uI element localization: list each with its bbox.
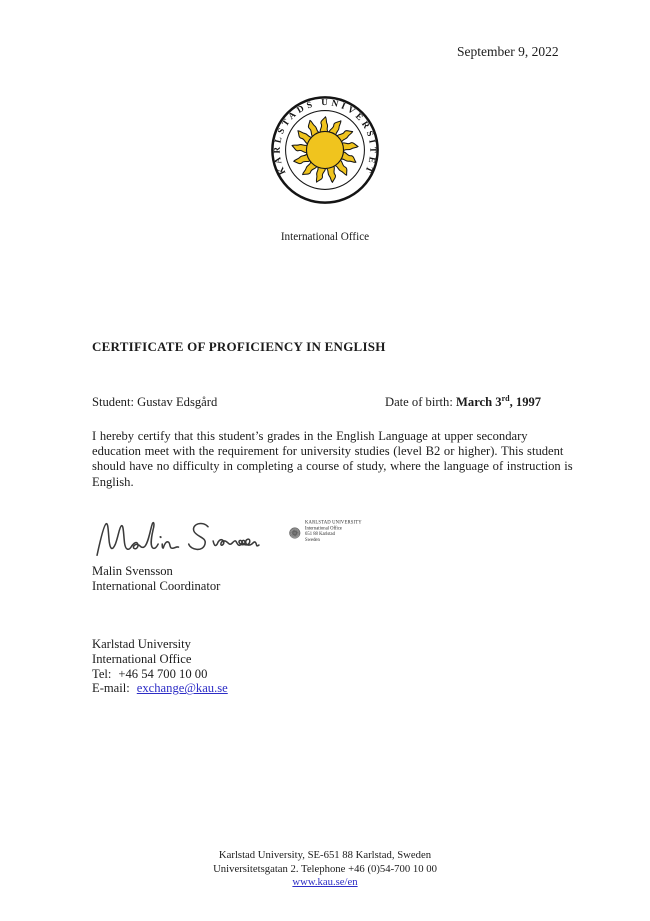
- contact-block: [92, 637, 228, 696]
- contact-office: International Office: [92, 651, 192, 666]
- signer-name: Malin Svensson: [92, 564, 173, 578]
- stamp-line: Sweden: [304, 537, 320, 543]
- office-stamp: [289, 520, 433, 566]
- logo-caption: International Office: [280, 231, 370, 243]
- footer-address: Karlstad University, SE-651 88 Karlstad, Sweden: [218, 849, 432, 861]
- letter-footer: [0, 849, 650, 890]
- contact-email-line: [92, 681, 228, 696]
- stamp-line: KARLSTAD UNIVERSITY: [304, 520, 362, 525]
- footer-phone: Universitetsgatan 2. Telephone +46 (0)54-700 10 00: [213, 862, 437, 875]
- dob-label: Date of birth:: [385, 395, 453, 409]
- stamp-seal-icon: [289, 520, 301, 546]
- stamp-line: International Office: [304, 525, 342, 531]
- certificate-title: CERTIFICATE OF PROFICIENCY IN ENGLISH: [92, 339, 386, 354]
- tel-label: Tel:: [92, 666, 112, 681]
- dob-year: , 1997: [509, 395, 542, 409]
- tel-value: +46 54 700 10 00: [118, 666, 208, 681]
- contact-tel-line: [92, 667, 228, 682]
- contact-org: Karlstad University: [92, 637, 191, 651]
- stamp-text: [305, 520, 369, 543]
- student-name: Gustav Edsgård: [137, 395, 218, 409]
- email-label: E-mail:: [92, 681, 130, 696]
- handwritten-signature: [94, 516, 262, 566]
- certificate-body-text: I hereby certify that this student’s grades in the English Language at upper secondary education meet with the requirement for university studies (level B2 or higher). This student should have no difficulty in completing a course of study, where the language of instruction is English.: [92, 429, 573, 489]
- karlstads-universitet-seal-icon: [268, 93, 382, 207]
- student-label: Student:: [92, 395, 134, 409]
- signer-block: [92, 564, 220, 594]
- stamp-line: 651 88 Karlstad: [304, 531, 335, 537]
- footer-website-link[interactable]: www.kau.se/en: [292, 876, 358, 889]
- email-link[interactable]: exchange@kau.se: [136, 681, 228, 696]
- student-line: [92, 395, 570, 410]
- dob-value: March 3: [456, 395, 502, 409]
- letter-date: September 9, 2022: [457, 44, 559, 59]
- dob-ordinal: rd: [501, 393, 510, 403]
- university-logo: [268, 93, 382, 207]
- date-of-birth: [385, 395, 541, 410]
- signer-role: International Coordinator: [92, 579, 221, 594]
